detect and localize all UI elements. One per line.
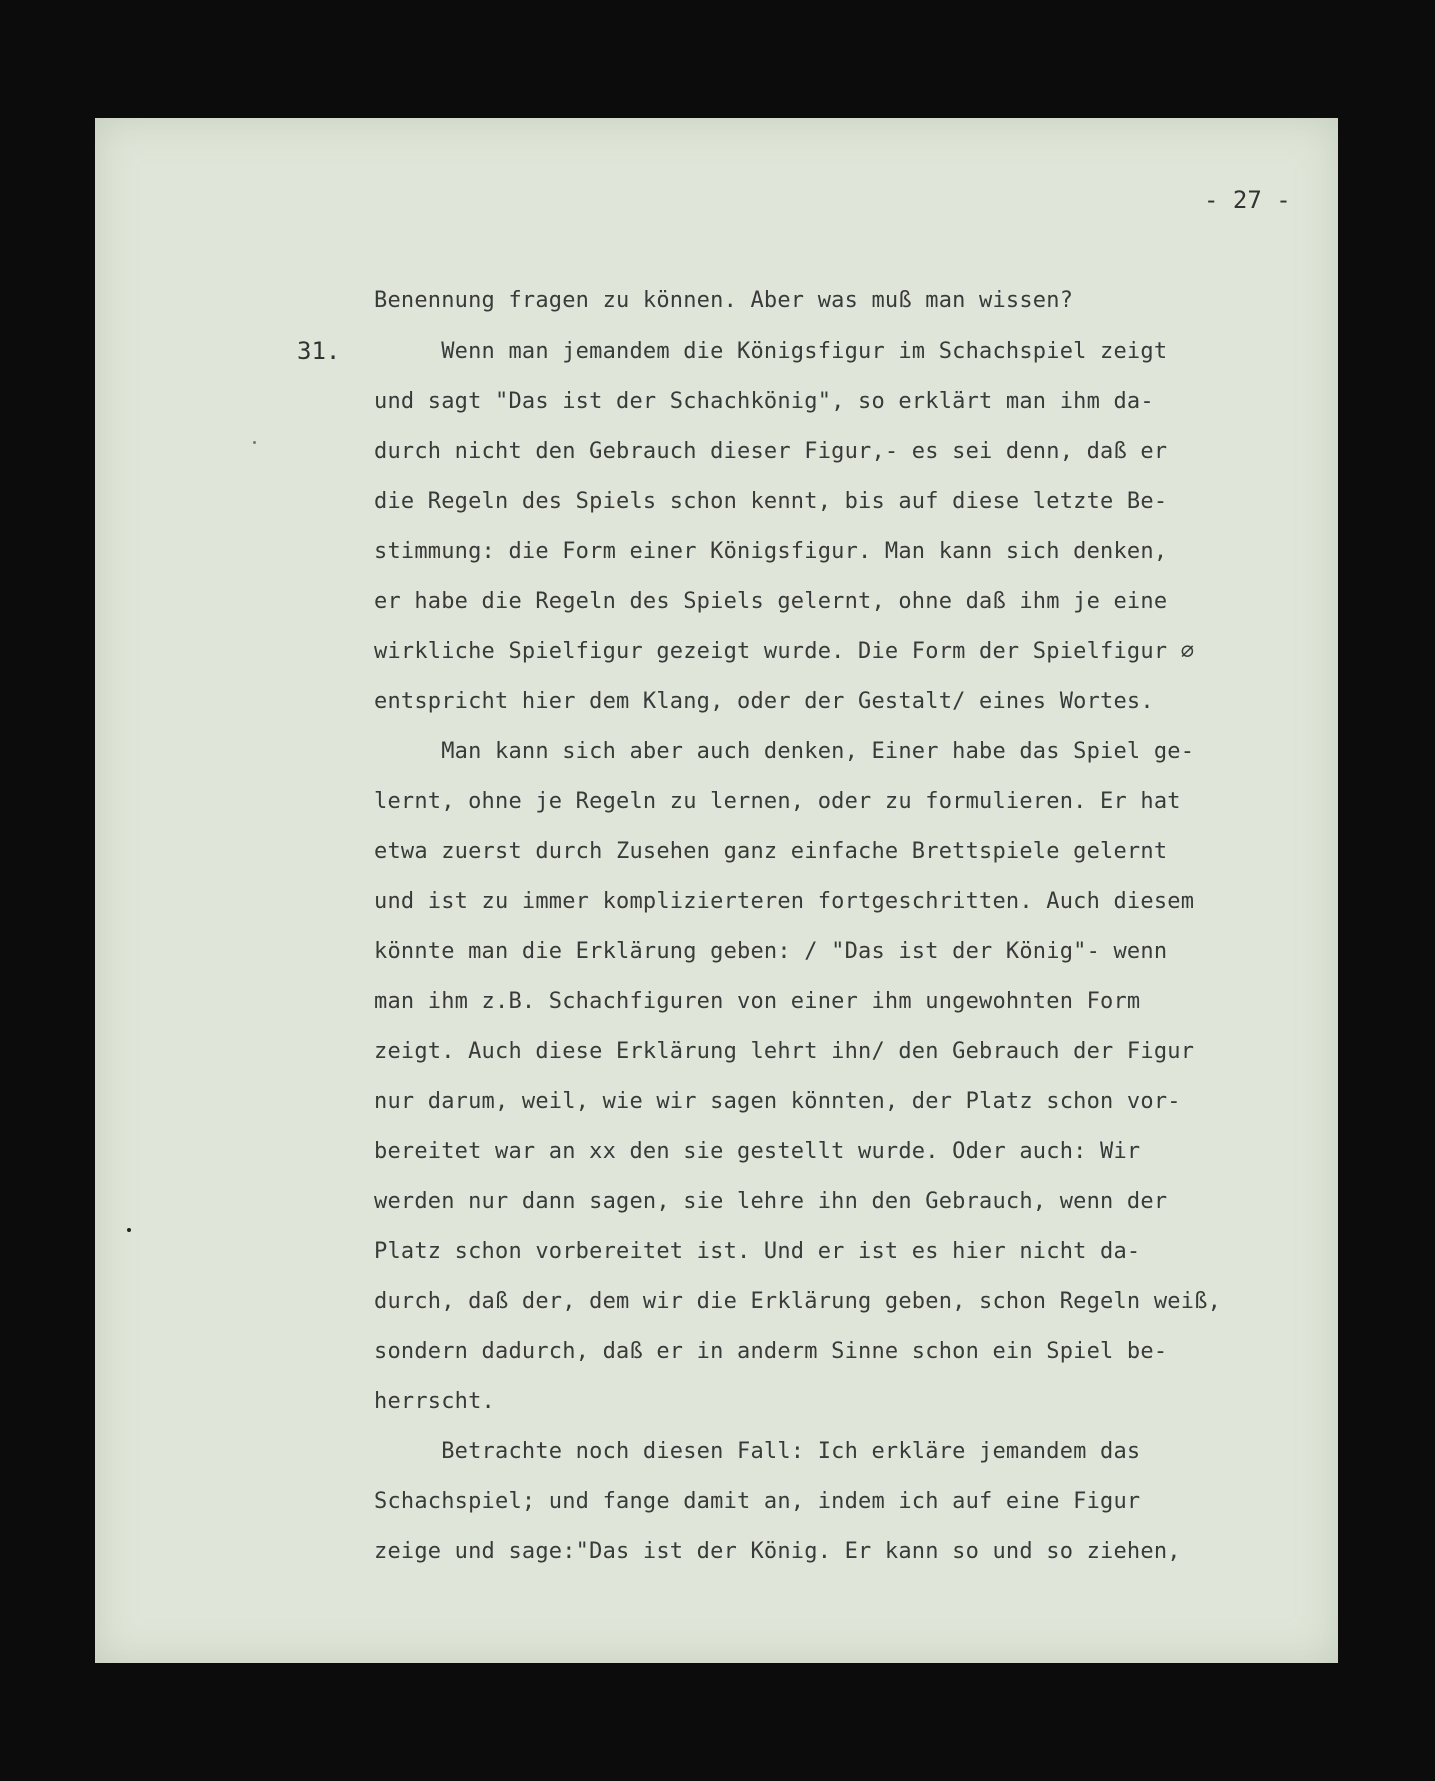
text-line: Benennung fragen zu können. Aber was muß man wissen? xyxy=(374,288,1074,313)
text-line: wirkliche Spielfigur gezeigt wurde. Die Form der Spielfigur ∅ xyxy=(374,639,1195,664)
text-line: die Regeln des Spiels schon kennt, bis auf diese letzte Be- xyxy=(374,489,1168,514)
text-line: man ihm z.B. Schachfiguren von einer ihm ungewohnten Form xyxy=(374,989,1141,1014)
text-line: etwa zuerst durch Zusehen ganz einfache Brettspiele gelernt xyxy=(374,839,1168,864)
text-line: er habe die Regeln des Spiels gelernt, ohne daß ihm je eine xyxy=(374,589,1168,614)
text-line: herrscht. xyxy=(374,1389,496,1414)
text-line: Schachspiel; und fange damit an, indem ich auf eine Figur xyxy=(374,1489,1141,1514)
paper-speck xyxy=(253,441,256,444)
text-line: Wenn man jemandem die Königsfigur im Schachspiel zeigt xyxy=(374,339,1168,364)
text-line: durch nicht den Gebrauch dieser Figur,- es sei denn, daß er xyxy=(374,439,1168,464)
text-line: durch, daß der, dem wir die Erklärung geben, schon Regeln weiß, xyxy=(374,1289,1222,1314)
text-line: entspricht hier dem Klang, oder der Gestalt/ eines Wortes. xyxy=(374,689,1154,714)
text-line: werden nur dann sagen, sie lehre ihn den Gebrauch, wenn der xyxy=(374,1189,1168,1214)
text-line: und ist zu immer komplizierteren fortgeschritten. Auch diesem xyxy=(374,889,1195,914)
text-line: zeige und sage:"Das ist der König. Er kann so und so ziehen, xyxy=(374,1539,1181,1564)
text-line: Man kann sich aber auch denken, Einer habe das Spiel ge- xyxy=(374,739,1195,764)
text-line: Betrachte noch diesen Fall: Ich erkläre jemandem das xyxy=(374,1439,1141,1464)
text-line: nur darum, weil, wie wir sagen könnten, der Platz schon vor- xyxy=(374,1089,1181,1114)
text-line: könnte man die Erklärung geben: / "Das ist der König"- wenn xyxy=(374,939,1168,964)
text-line: bereitet war an xx den sie gestellt wurde. Oder auch: Wir xyxy=(374,1139,1141,1164)
text-line: zeigt. Auch diese Erklärung lehrt ihn/ den Gebrauch der Figur xyxy=(374,1039,1195,1064)
text-line: und sagt "Das ist der Schachkönig", so erklärt man ihm da- xyxy=(374,389,1154,414)
section-number: 31. xyxy=(297,337,341,365)
page-number: - 27 - xyxy=(1204,186,1291,214)
text-line: Platz schon vorbereitet ist. Und er ist es hier nicht da- xyxy=(374,1239,1141,1264)
text-line: stimmung: die Form einer Königsfigur. Man kann sich denken, xyxy=(374,539,1168,564)
paper-speck xyxy=(127,1228,131,1232)
text-line: sondern dadurch, daß er in anderm Sinne schon ein Spiel be- xyxy=(374,1339,1168,1364)
text-line: lernt, ohne je Regeln zu lernen, oder zu formulieren. Er hat xyxy=(374,789,1181,814)
